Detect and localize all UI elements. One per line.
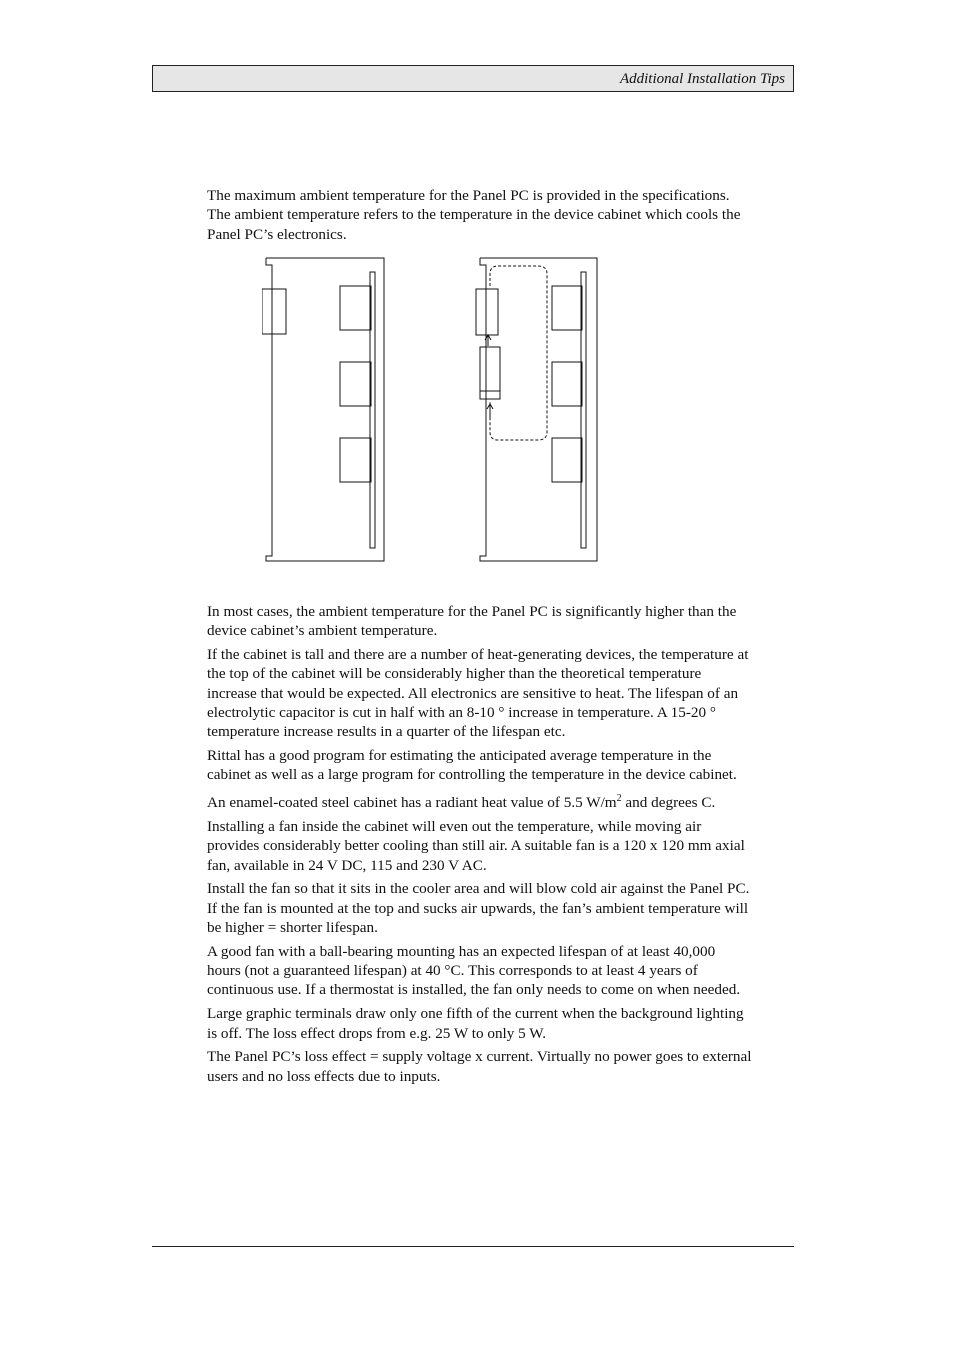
paragraph-9: The Panel PC’s loss effect = supply voltage x current. Virtually no power goes to external users and no loss effects due to inputs. [207, 1048, 752, 1085]
device-box-left-1 [340, 286, 371, 330]
footer-rule [152, 1246, 794, 1247]
running-header [152, 65, 794, 92]
enamel-text: An enamel-coated steel cabinet has a radiant heat value of 5.5 W/m [207, 794, 617, 812]
header-title: Additional Installation Tips [619, 71, 785, 87]
cabinet-without-fan [262, 258, 384, 561]
paragraph-2: If the cabinet is tall and there are a number of heat-generating devices, the temperature at the top of the cabinet will be considerably higher than the theoretical temperature increase that would be expected. All electronics are sensitive to heat. The lifespan of an electrolytic capacitor is cut in half with an 8-10 ° increase in temperature. A 15-20 ° temperature increase results in a quarter of the lifespan etc. [207, 646, 749, 741]
paragraph-1: In most cases, the ambient temperature for the Panel PC is significantly higher than the device cabinet’s ambient temperature. [207, 603, 737, 640]
device-box-left-2 [340, 362, 371, 406]
enamel-text-end: and degrees C. [621, 794, 716, 812]
device-box-right-1 [552, 286, 582, 330]
body-text [207, 602, 752, 1090]
paragraph-enamel [207, 789, 752, 812]
fan-grille [480, 391, 500, 399]
fan-unit [480, 347, 500, 391]
enamel-superscript: 2 [616, 793, 622, 805]
cabinet-diagram [262, 256, 602, 564]
airflow-arrow-up-2 [487, 404, 493, 420]
paragraph-8: Large graphic terminals draw only one fifth of the current when the background lighting is off. The loss effect drops from e.g. 25 W to only 5 W. [207, 1005, 744, 1042]
paragraph-7: A good fan with a ball-bearing mounting has an expected lifespan of at least 40,000 hours (not a guaranteed lifespan) at 40 °C. This corresponds to at least 4 years of continuous use. If a thermostat is installed, the fan only needs to come on when needed. [207, 942, 741, 999]
paragraph-3: Rittal has a good program for estimating the anticipated average temperature in the cabinet as well as a large program for controlling the temperature in the device cabinet. [207, 747, 737, 784]
paragraph-6: Install the fan so that it sits in the cooler area and will blow cold air against the Panel PC. If the fan is mounted at the top and sucks air upwards, the fan’s ambient temperature will be higher = shorter lifespan. [207, 880, 750, 937]
device-box-right-2 [552, 362, 582, 406]
paragraph-5: Installing a fan inside the cabinet will even out the temperature, while moving air provides considerably better cooling than still air. A suitable fan is a 120 x 120 mm axial fan, available in 24 V DC, 115 and 230 V AC. [207, 818, 745, 874]
intro-paragraph: The maximum ambient temperature for the Panel PC is provided in the specifications. The ambient temperature refers to the temperature in the device cabinet which cools the Panel PC’s electronics. [207, 187, 741, 243]
cabinet-with-fan [476, 258, 597, 561]
device-box-right-3 [552, 438, 582, 482]
panel-pc-left [262, 289, 286, 334]
device-box-left-3 [340, 438, 371, 482]
airflow-loop [490, 266, 547, 440]
panel-pc-right [476, 289, 498, 335]
